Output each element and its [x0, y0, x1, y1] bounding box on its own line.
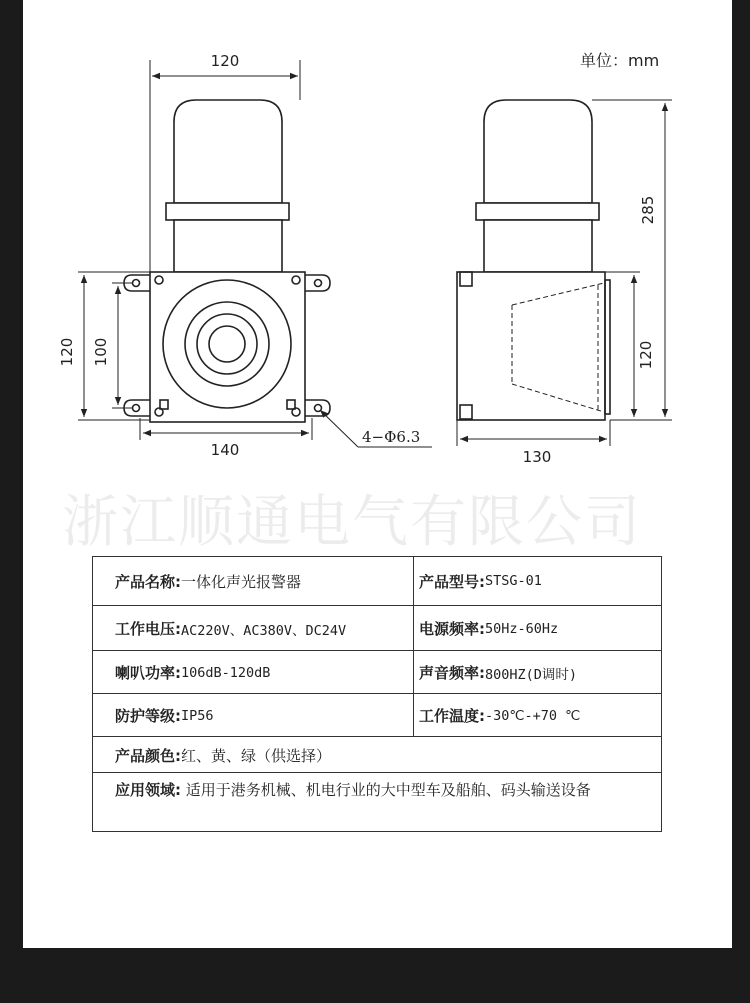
- dim-top-width-label: 120: [210, 52, 240, 70]
- spec-cell-power: [115, 651, 270, 694]
- dim-total-height-label: 285: [639, 195, 657, 225]
- spec-value: 适用于港务机械、机电行业的大中型车及船舶、码头输送设备: [185, 781, 591, 799]
- spec-label: 工作电压:: [115, 620, 181, 638]
- dim-left-inner-label: 100: [92, 337, 110, 367]
- spec-value: 106dB-120dB: [181, 664, 271, 681]
- dim-bottom-width-label: 140: [210, 441, 240, 459]
- spec-cell-frequency: [419, 606, 558, 651]
- spec-cell-application: [115, 773, 645, 832]
- spec-cell-name: [115, 557, 301, 605]
- spec-divider: [413, 651, 414, 694]
- spec-cell-voltage: [115, 606, 346, 651]
- spec-divider: [413, 694, 414, 737]
- spec-value: 50Hz-60Hz: [485, 620, 559, 637]
- spec-table: [92, 556, 662, 832]
- dim-depth-label: 130: [522, 448, 552, 466]
- spec-label: 产品颜色:: [115, 746, 181, 765]
- spec-value: STSG-01: [485, 573, 542, 589]
- spec-value: 一体化声光报警器: [181, 572, 302, 591]
- spec-cell-protection: [115, 694, 214, 737]
- spec-divider: [413, 557, 414, 605]
- side-view: [457, 100, 610, 420]
- dim-left-outer-label: 120: [58, 337, 76, 367]
- spec-label: 喇叭功率:: [115, 664, 181, 682]
- spec-cell-model: [419, 557, 542, 605]
- spec-label: 声音频率:: [419, 664, 485, 682]
- spec-label: 产品型号:: [419, 572, 485, 591]
- spec-value: 红、黄、绿（供选择）: [181, 746, 332, 765]
- spec-value: 800HZ(D调时): [485, 666, 578, 683]
- spec-label: 工作温度:: [419, 707, 485, 725]
- unit-label: 单位：mm: [580, 51, 660, 70]
- spec-value: IP56: [181, 707, 214, 724]
- spec-cell-temperature: [419, 694, 580, 737]
- spec-row: [93, 650, 661, 694]
- spec-divider: [413, 606, 414, 651]
- spec-row: [93, 605, 661, 651]
- spec-row: [93, 772, 661, 832]
- spec-cell-sound-frequency: [419, 651, 577, 694]
- spec-value: AC220V、AC380V、DC24V: [181, 622, 347, 639]
- dim-body-height-label: 120: [637, 340, 655, 370]
- spec-row: [93, 693, 661, 737]
- spec-label: 电源频率:: [419, 620, 485, 638]
- spec-label: 防护等级:: [115, 707, 181, 725]
- hole-callout-label: 4−Φ6.3: [362, 428, 421, 446]
- spec-cell-color: [115, 737, 331, 773]
- spec-row: [93, 557, 661, 605]
- spec-label: 应用领域:: [115, 781, 181, 799]
- spec-value: -30℃-+70 ℃: [485, 707, 581, 724]
- company-watermark: 浙江顺通电气有限公司: [62, 490, 642, 555]
- spec-row: [93, 736, 661, 773]
- spec-label: 产品名称:: [115, 572, 181, 591]
- front-view: [124, 100, 330, 422]
